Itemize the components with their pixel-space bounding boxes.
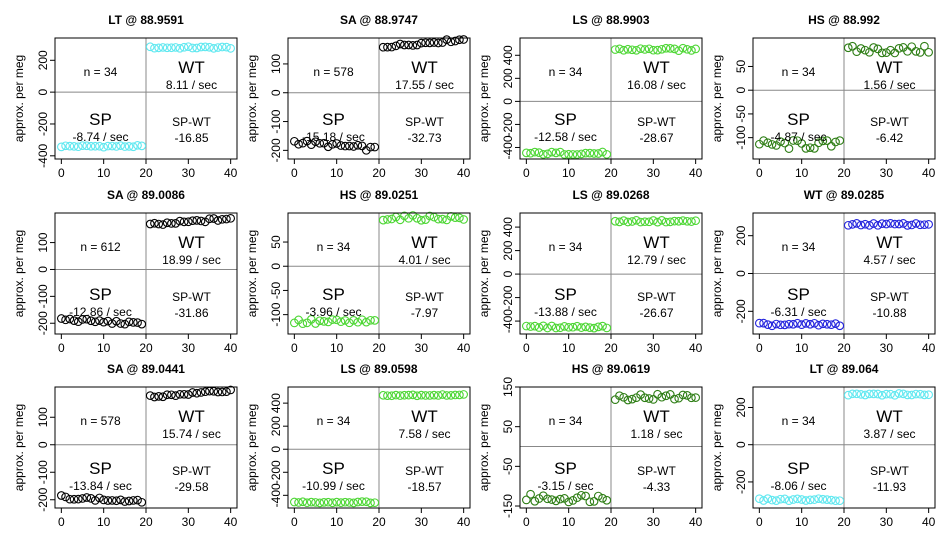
y-tick-label: 200 — [269, 416, 283, 437]
wt-rate: 3.87 / sec — [863, 427, 916, 441]
chart-title: LS @ 88.9903 — [572, 13, 650, 27]
data-point — [666, 391, 674, 399]
chart-title: HS @ 89.0619 — [571, 362, 651, 376]
data-point — [785, 145, 793, 153]
chart-panel — [243, 5, 475, 185]
x-tick-label: 40 — [688, 515, 703, 529]
x-tick-label: 40 — [921, 166, 936, 180]
x-tick-label: 40 — [921, 341, 936, 355]
chart-title: SA @ 88.9747 — [340, 13, 418, 27]
y-tick-label: 200 — [734, 225, 748, 246]
x-tick-label: 20 — [837, 515, 851, 529]
x-tick-label: 10 — [561, 515, 576, 529]
n-count-label: n = 612 — [80, 240, 121, 254]
wt-label: WT — [178, 58, 205, 77]
x-tick-label: 10 — [561, 166, 576, 180]
x-tick-label: 30 — [181, 341, 196, 355]
wt-rate: 4.57 / sec — [863, 253, 916, 267]
sp-label: SP — [89, 459, 112, 478]
y-tick-label: -400 — [501, 309, 515, 334]
sp-label: SP — [554, 285, 577, 304]
chart-panel — [475, 354, 707, 534]
sp-rate: -10.99 / sec — [302, 479, 365, 493]
y-tick-label: -200 — [501, 112, 515, 137]
diff-value: -6.42 — [875, 131, 904, 145]
x-tick-label: 10 — [96, 515, 111, 529]
diff-value: -32.73 — [407, 131, 442, 145]
sp-label: SP — [322, 110, 345, 129]
y-tick-label: -100 — [269, 302, 283, 327]
wt-label: WT — [411, 58, 438, 77]
x-tick-label: 40 — [456, 515, 471, 529]
x-tick-label: 40 — [456, 166, 471, 180]
x-tick-label: 30 — [646, 166, 661, 180]
y-tick-label: -50 — [501, 457, 515, 476]
data-point — [908, 43, 916, 51]
y-tick-label: 0 — [501, 270, 515, 278]
y-tick-label: -200 — [36, 311, 50, 336]
chart-panel — [708, 354, 940, 534]
wt-rate: 1.56 / sec — [863, 78, 916, 92]
n-count-label: n = 34 — [316, 240, 351, 254]
wt-label: WT — [876, 233, 903, 252]
wt-label: WT — [876, 58, 903, 77]
wt-rate: 4.01 / sec — [398, 253, 451, 267]
x-tick-label: 20 — [604, 166, 618, 180]
data-point — [925, 48, 933, 56]
data-point — [146, 43, 154, 51]
y-tick-label: 0 — [36, 441, 50, 449]
x-tick-label: 40 — [688, 341, 703, 355]
sp-rate: -15.18 / sec — [302, 130, 365, 144]
sp-rate: -8.74 / sec — [72, 130, 129, 144]
x-tick-label: 0 — [756, 166, 763, 180]
diff-label: SP-WT — [870, 290, 909, 304]
y-tick-label: -150 — [501, 494, 515, 519]
wt-rate: 1.18 / sec — [630, 427, 683, 441]
diff-label: SP-WT — [870, 115, 909, 129]
data-point — [692, 45, 700, 53]
y-tick-label: -100 — [36, 460, 50, 485]
x-tick-label: 0 — [291, 515, 298, 529]
y-tick-label: -200 — [501, 285, 515, 310]
x-tick-label: 20 — [139, 515, 153, 529]
wt-label: WT — [411, 407, 438, 426]
wt-rate: 8.11 / sec — [165, 78, 218, 92]
n-count-label: n = 34 — [781, 240, 816, 254]
data-point — [828, 142, 836, 150]
y-tick-label: 0 — [734, 86, 748, 94]
data-point — [844, 44, 852, 52]
y-tick-label: 0 — [36, 266, 50, 273]
diff-label: SP-WT — [172, 290, 211, 304]
sp-label: SP — [787, 285, 810, 304]
sp-label: SP — [787, 459, 810, 478]
y-axis-label: approx. per meg — [245, 403, 259, 492]
sp-label: SP — [554, 459, 577, 478]
x-tick-label: 40 — [223, 515, 238, 529]
x-tick-label: 20 — [139, 166, 153, 180]
x-tick-label: 0 — [58, 515, 65, 529]
diff-value: -4.33 — [642, 480, 671, 494]
y-tick-label: 0 — [269, 89, 283, 97]
wt-label: WT — [876, 407, 903, 426]
x-tick-label: 30 — [879, 341, 894, 355]
x-tick-label: 20 — [372, 341, 386, 355]
y-tick-label: -100 — [36, 284, 50, 309]
x-tick-label: 10 — [561, 341, 576, 355]
x-tick-label: 10 — [96, 341, 111, 355]
data-point — [146, 392, 154, 400]
y-tick-label: 0 — [269, 445, 283, 453]
x-tick-label: 0 — [291, 166, 298, 180]
y-axis-label: approx. per meg — [710, 403, 724, 492]
x-tick-label: 40 — [921, 515, 936, 529]
wt-rate: 15.74 / sec — [162, 427, 221, 441]
y-tick-label: 50 — [734, 59, 748, 74]
n-count-label: n = 34 — [548, 414, 583, 428]
data-point — [849, 42, 857, 50]
y-tick-label: -200 — [36, 111, 50, 136]
diff-label: SP-WT — [172, 115, 211, 129]
x-tick-label: 0 — [523, 515, 530, 529]
diff-label: SP-WT — [405, 290, 444, 304]
diff-value: -18.57 — [407, 480, 442, 494]
x-tick-label: 0 — [291, 341, 298, 355]
data-point — [138, 320, 146, 328]
diff-label: SP-WT — [405, 115, 444, 129]
y-tick-label: 400 — [269, 393, 283, 414]
y-tick-label: 50 — [269, 235, 283, 249]
chart-title: LT @ 88.9591 — [108, 13, 184, 27]
y-tick-label: -200 — [734, 299, 748, 324]
y-axis-label: approx. per meg — [245, 229, 259, 318]
wt-rate: 12.79 / sec — [627, 253, 686, 267]
y-axis-label: approx. per meg — [710, 229, 724, 318]
y-tick-label: 400 — [501, 45, 515, 66]
chart-panel — [475, 5, 707, 185]
y-tick-label: -50 — [269, 281, 283, 300]
y-tick-label: -50 — [734, 105, 748, 123]
x-tick-label: 10 — [329, 515, 344, 529]
y-tick-label: 200 — [501, 240, 515, 261]
sp-label: SP — [787, 110, 810, 129]
wt-rate: 18.99 / sec — [162, 253, 221, 267]
chart-title: HS @ 88.992 — [808, 13, 880, 27]
diff-label: SP-WT — [870, 464, 909, 478]
y-tick-label: 200 — [501, 68, 515, 89]
sp-rate: -8.06 / sec — [770, 479, 827, 493]
y-axis-label: approx. per meg — [12, 54, 26, 143]
n-count-label: n = 34 — [316, 414, 351, 428]
chart-panel — [708, 5, 940, 185]
x-tick-label: 30 — [181, 515, 196, 529]
sp-label: SP — [89, 110, 112, 129]
y-tick-label: -400 — [269, 483, 283, 508]
n-count-label: n = 34 — [548, 65, 583, 79]
chart-title: WT @ 89.0285 — [803, 188, 885, 202]
x-tick-label: 20 — [604, 341, 618, 355]
n-count-label: n = 578 — [80, 414, 121, 428]
x-tick-label: 30 — [414, 515, 429, 529]
y-tick-label: -200 — [269, 138, 283, 163]
y-tick-label: 0 — [734, 270, 748, 277]
x-tick-label: 30 — [181, 166, 196, 180]
y-tick-label: 150 — [501, 376, 515, 398]
x-tick-label: 0 — [523, 341, 530, 355]
sp-rate: -4.87 / sec — [770, 130, 827, 144]
y-tick-label: 0 — [501, 98, 515, 105]
wt-rate: 16.08 / sec — [627, 78, 686, 92]
chart-panel — [10, 5, 242, 185]
x-tick-label: 30 — [414, 166, 429, 180]
diff-value: -31.86 — [174, 306, 209, 320]
x-tick-label: 30 — [879, 166, 894, 180]
x-tick-label: 40 — [456, 341, 471, 355]
y-tick-label: -100 — [734, 125, 748, 150]
x-tick-label: 20 — [372, 166, 386, 180]
y-tick-label: -100 — [269, 109, 283, 134]
wt-label: WT — [411, 233, 438, 252]
y-tick-label: 200 — [734, 397, 748, 418]
sp-label: SP — [554, 110, 577, 129]
x-tick-label: 30 — [646, 515, 661, 529]
sp-rate: -3.96 / sec — [305, 305, 362, 319]
chart-title: SA @ 89.0441 — [107, 362, 185, 376]
y-tick-label: -400 — [36, 143, 50, 168]
y-tick-label: -200 — [734, 469, 748, 494]
chart-title: HS @ 89.0251 — [339, 188, 419, 202]
x-tick-label: 10 — [794, 341, 809, 355]
sp-rate: -13.88 / sec — [534, 305, 597, 319]
y-axis-label: approx. per meg — [245, 54, 259, 143]
diff-value: -16.85 — [174, 131, 209, 145]
sp-rate: -13.84 / sec — [69, 479, 132, 493]
y-tick-label: 400 — [501, 217, 515, 238]
y-tick-label: -200 — [269, 460, 283, 485]
sp-label: SP — [322, 459, 345, 478]
x-tick-label: 30 — [879, 515, 894, 529]
chart-panel — [475, 180, 707, 360]
x-tick-label: 20 — [837, 166, 851, 180]
n-count-label: n = 578 — [313, 65, 354, 79]
n-count-label: n = 34 — [781, 65, 816, 79]
data-point — [836, 137, 844, 145]
diff-value: -28.67 — [639, 131, 674, 145]
y-tick-label: 100 — [36, 232, 50, 253]
y-axis-label: approx. per meg — [710, 54, 724, 143]
x-tick-label: 0 — [756, 515, 763, 529]
wt-label: WT — [643, 233, 670, 252]
diff-label: SP-WT — [172, 464, 211, 478]
sp-label: SP — [89, 285, 112, 304]
y-tick-label: 200 — [36, 50, 50, 71]
x-tick-label: 10 — [329, 341, 344, 355]
chart-title: LS @ 89.0268 — [572, 188, 650, 202]
x-tick-label: 30 — [414, 341, 429, 355]
data-point — [527, 490, 535, 498]
x-tick-label: 20 — [604, 515, 618, 529]
sp-rate: -3.15 / sec — [537, 479, 594, 493]
data-point — [227, 45, 235, 53]
data-point — [460, 216, 468, 224]
y-axis-label: approx. per meg — [12, 229, 26, 318]
y-axis-label: approx. per meg — [477, 54, 491, 143]
data-point — [58, 492, 66, 500]
chart-panel — [708, 180, 940, 360]
sp-rate: -12.86 / sec — [69, 305, 132, 319]
diff-label: SP-WT — [637, 115, 676, 129]
chart-title: LT @ 89.064 — [809, 362, 879, 376]
x-tick-label: 10 — [794, 166, 809, 180]
chart-panel — [243, 180, 475, 360]
data-point — [620, 217, 628, 225]
wt-label: WT — [643, 407, 670, 426]
x-tick-label: 20 — [139, 341, 153, 355]
x-tick-label: 0 — [523, 166, 530, 180]
x-tick-label: 10 — [329, 166, 344, 180]
diff-value: -11.93 — [872, 480, 907, 494]
y-axis-label: approx. per meg — [12, 403, 26, 492]
y-tick-label: -400 — [501, 135, 515, 160]
wt-label: WT — [178, 407, 205, 426]
y-tick-label: 50 — [501, 419, 515, 434]
x-tick-label: 20 — [837, 341, 851, 355]
y-axis-label: approx. per meg — [477, 403, 491, 492]
diff-value: -26.67 — [639, 306, 674, 320]
y-axis-label: approx. per meg — [477, 229, 491, 318]
diff-value: -29.58 — [174, 480, 209, 494]
x-tick-label: 0 — [58, 341, 65, 355]
y-tick-label: 0 — [269, 262, 283, 270]
diff-label: SP-WT — [405, 464, 444, 478]
sp-label: SP — [322, 285, 345, 304]
chart-title: SA @ 89.0086 — [107, 188, 185, 202]
y-tick-label: 100 — [269, 53, 283, 74]
chart-panel — [243, 354, 475, 534]
n-count-label: n = 34 — [83, 65, 118, 79]
x-tick-label: 10 — [794, 515, 809, 529]
n-count-label: n = 34 — [548, 240, 583, 254]
y-tick-label: 0 — [734, 441, 748, 449]
wt-rate: 17.55 / sec — [395, 78, 454, 92]
sp-rate: -12.58 / sec — [534, 130, 597, 144]
y-tick-label: 100 — [36, 407, 50, 428]
x-tick-label: 40 — [223, 166, 238, 180]
sp-rate: -6.31 / sec — [770, 305, 827, 319]
diff-label: SP-WT — [637, 290, 676, 304]
x-tick-label: 40 — [223, 341, 238, 355]
y-tick-label: 0 — [36, 88, 50, 96]
wt-rate: 7.58 / sec — [398, 427, 451, 441]
y-tick-label: -200 — [36, 487, 50, 512]
x-tick-label: 20 — [372, 515, 386, 529]
n-count-label: n = 34 — [781, 414, 816, 428]
x-tick-label: 30 — [646, 341, 661, 355]
data-point — [688, 47, 696, 55]
diff-label: SP-WT — [637, 464, 676, 478]
x-tick-label: 10 — [96, 166, 111, 180]
chart-panel — [10, 354, 242, 534]
chart-title: LS @ 89.0598 — [340, 362, 418, 376]
x-tick-label: 0 — [58, 166, 65, 180]
wt-label: WT — [178, 233, 205, 252]
wt-label: WT — [643, 58, 670, 77]
diff-value: -7.97 — [410, 306, 439, 320]
x-tick-label: 0 — [756, 341, 763, 355]
chart-panel — [10, 180, 242, 360]
diff-value: -10.88 — [872, 306, 907, 320]
x-tick-label: 40 — [688, 166, 703, 180]
